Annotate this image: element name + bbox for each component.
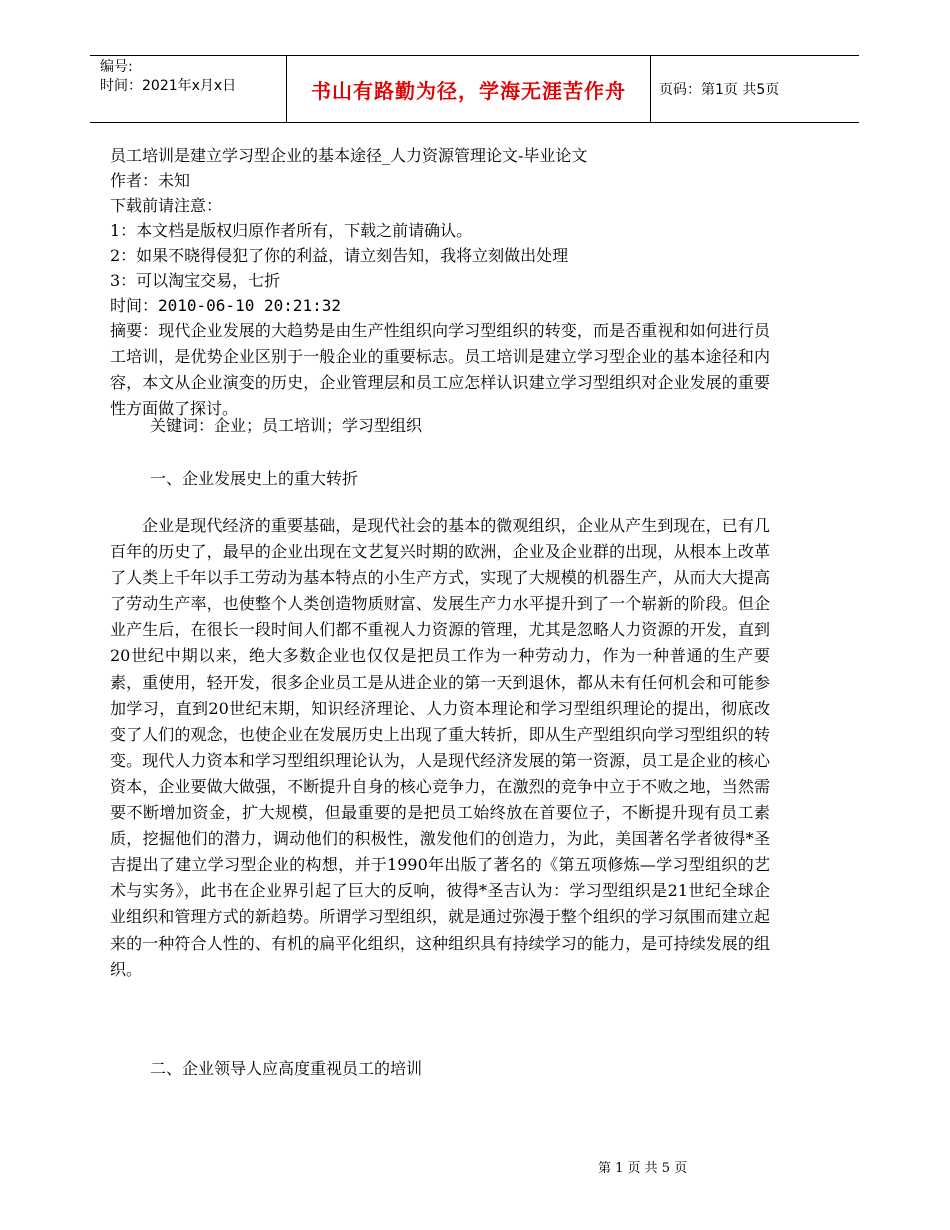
page-footer: 第 1 页 共 5 页 [598, 1161, 688, 1176]
note-item: 3：可以淘宝交易，七折 [110, 271, 281, 290]
abstract-paragraph: 摘要：现代企业发展的大趋势是由生产性组织向学习型组织的转变，而是否重视和如何进行员工培训，是优势企业区别于一般企业的重要标志。员工培训是建立学习型企业的基本途径和内容，本文从企业演变的历史，企业管理层和员工应怎样认识建立学习型组织对企业发展的重要性方面做了探讨。 [110, 321, 770, 419]
document-body [110, 143, 770, 422]
header-number-label: 编号: [100, 59, 133, 75]
keywords-line: 关键词：企业；员工培训；学习型组织 [150, 416, 423, 435]
section-2-heading: 二、企业领导人应高度重视员工的培训 [150, 1059, 423, 1078]
header-time-label: 时间：2021年x月x日 [100, 78, 237, 94]
page-header [90, 55, 859, 123]
header-meta [100, 58, 236, 96]
header-page-info: 页码：第1页 共5页 [659, 82, 780, 98]
section-1-body-wrap [110, 513, 770, 983]
section-1-paragraph: 企业是现代经济的重要基础，是现代社会的基本的微观组织，企业从产生到现在，已有几百年的历史了，最早的企业出现在文艺复兴时期的欧洲，企业及企业群的出现，从根本上改革了人类上千年以手工劳动为基本特点的小生产方式，实现了大规模的机器生产，从而大大提高了劳动生产率，也使整个人类创造物质财富、发展生产力水平提升到了一个崭新的阶段。但企业产生后，在很长一段时间人们都不重视人力资源的管理，尤其是忽略人力资源的开发，直到20世纪中期以来，绝大多数企业也仅仅是把员工作为一种劳动力，作为一种普通的生产要素，重使用，轻开发，很多企业员工是从进企业的第一天到退休，都从未有任何机会和可能参加学习，直到20世纪末期，知识经济理论、人力资本理论和学习型组织理论的提出，彻底改变了人们的观念，也使企业在发展历史上出现了重大转折，即从生产型组织向学习型组织的转变。现代人力资本和学习型组织理论认为，人是现代经济发展的第一资源，员工是企业的核心资本，企业要做大做强，不断提升自身的核心竞争力，在激烈的竞争中立于不败之地，当然需要不断增加资金，扩大规模，但最重要的是把员工始终放在首要位子，不断提升现有员工素质，挖掘他们的潜力，调动他们的积极性，激发他们的创造力，为此，美国著名学者彼得*圣吉提出了建立学习型企业的构想，并于1990年出版了著名的《第五项修炼—学习型组织的艺术与实务》，此书在企业界引起了巨大的反响，彼得*圣吉认为：学习型组织是21世纪全球企业组织和管理方式的新趋势。所谓学习型组织，就是通过弥漫于整个组织的学习氛围而建立起来的一种符合人性的、有机的扁平化组织，这种组织具有持续学习的能力，是可持续发展的组织。 [110, 516, 770, 979]
document-author: 作者：未知 [110, 171, 191, 190]
header-motto: 书山有路勤为径，学海无涯苦作舟 [286, 56, 651, 122]
section-1-heading: 一、企业发展史上的重大转折 [150, 469, 359, 488]
document-time: 时间：2010-06-10 20:21:32 [110, 296, 342, 315]
note-item: 2：如果不晓得侵犯了你的利益，请立刻告知，我将立刻做出处理 [110, 246, 569, 265]
document-title: 员工培训是建立学习型企业的基本途径_人力资源管理论文-毕业论文 [110, 146, 588, 165]
download-notice: 下载前请注意： [110, 196, 223, 215]
note-item: 1：本文档是版权归原作者所有，下载之前请确认。 [110, 221, 473, 240]
